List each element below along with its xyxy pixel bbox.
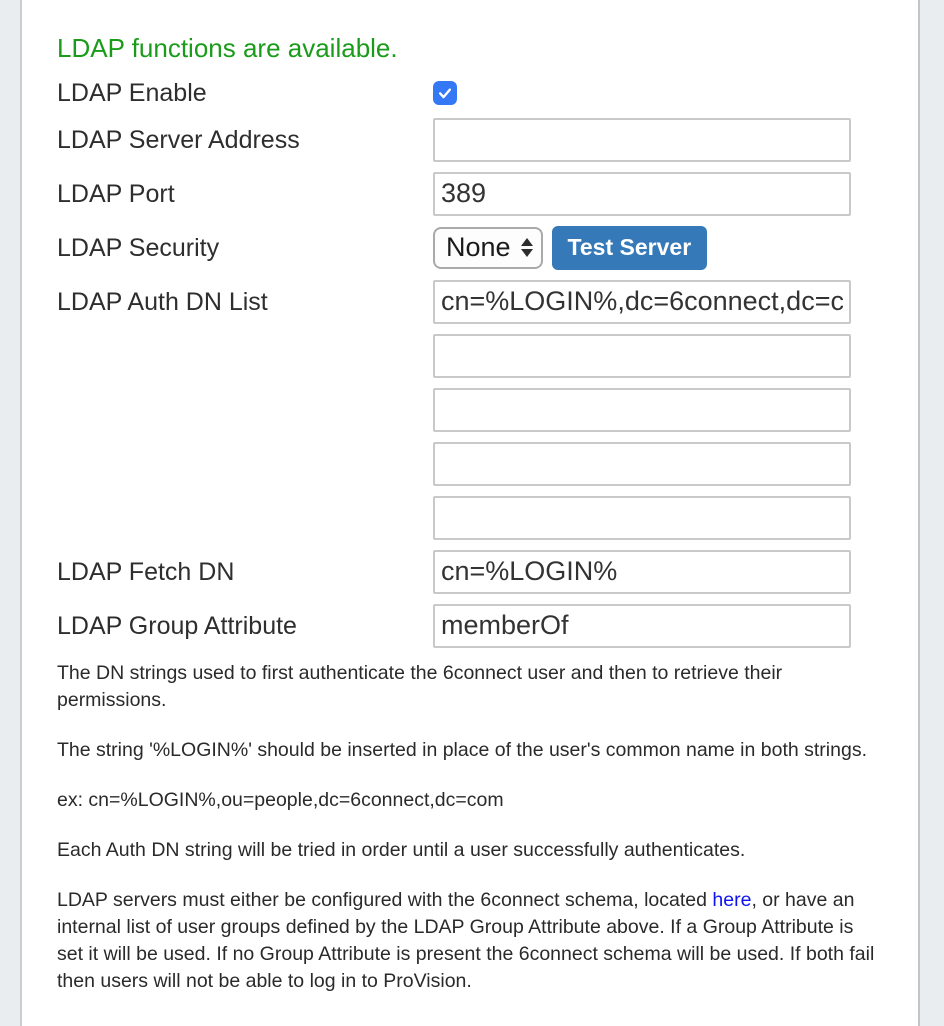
ldap-server-address-label: LDAP Server Address — [57, 125, 300, 154]
ldap-auth-dn-input-3[interactable] — [433, 388, 851, 432]
ldap-group-attribute-input[interactable] — [433, 604, 851, 648]
ldap-server-address-row — [57, 118, 876, 162]
ldap-fetch-dn-label: LDAP Fetch DN — [57, 557, 235, 586]
help-paragraph-auth-order: Each Auth DN string will be tried in order until a user successfully authenticates. — [57, 838, 746, 861]
scrollbar-gutter[interactable] — [918, 0, 944, 1026]
select-stepper-icon — [521, 238, 533, 257]
ldap-security-label: LDAP Security — [57, 233, 220, 262]
help-paragraph-dn-strings: The DN strings used to first authenticate the 6connect user and then to retrieve their permissions. — [57, 661, 783, 711]
ldap-auth-dn-input-2[interactable] — [433, 334, 851, 378]
ldap-help-text — [57, 660, 876, 995]
ldap-port-label: LDAP Port — [57, 179, 175, 208]
test-server-button[interactable]: Test Server — [552, 226, 708, 270]
ldap-port-row — [57, 172, 876, 216]
ldap-settings-panel — [22, 0, 918, 1026]
page-gutter-left — [0, 0, 22, 1026]
ldap-group-attribute-label: LDAP Group Attribute — [57, 611, 297, 640]
ldap-auth-dn-row-4 — [57, 442, 876, 486]
ldap-auth-dn-input-5[interactable] — [433, 496, 851, 540]
ldap-auth-dn-input-1[interactable] — [433, 280, 851, 324]
ldap-port-input[interactable] — [433, 172, 851, 216]
ldap-security-selected-value: None — [446, 232, 511, 263]
ldap-group-attribute-row — [57, 604, 876, 648]
ldap-auth-dn-row — [57, 280, 876, 324]
ldap-fetch-dn-row — [57, 550, 876, 594]
ldap-fetch-dn-input[interactable] — [433, 550, 851, 594]
ldap-auth-dn-row-5 — [57, 496, 876, 540]
checkmark-icon — [436, 84, 454, 102]
ldap-server-address-input[interactable] — [433, 118, 851, 162]
ldap-security-select[interactable] — [433, 227, 543, 269]
ldap-enable-label: LDAP Enable — [57, 78, 207, 107]
ldap-status-message: LDAP functions are available. — [57, 33, 398, 63]
help-paragraph-login-token: The string '%LOGIN%' should be inserted in place of the user's common name in both strings. — [57, 738, 867, 761]
ldap-enable-checkbox[interactable] — [433, 81, 457, 105]
ldap-auth-dn-row-3 — [57, 388, 876, 432]
schema-here-link[interactable]: here — [712, 888, 752, 911]
ldap-security-row — [57, 226, 876, 270]
help-paragraph-schema: LDAP servers must either be configured with the 6connect schema, located here, or have an internal list of user groups defined by the LDAP Group Attribute above. If a Group Attribute is set it will be used. If no Group Attribute is present the 6connect schema will be used. If both fail then users will not be able to log in to ProVision. — [57, 888, 875, 992]
ldap-auth-dn-label: LDAP Auth DN List — [57, 287, 268, 316]
help-paragraph-example: ex: cn=%LOGIN%,ou=people,dc=6connect,dc=com — [57, 788, 504, 811]
ldap-enable-row — [57, 78, 876, 108]
ldap-auth-dn-row-2 — [57, 334, 876, 378]
ldap-auth-dn-input-4[interactable] — [433, 442, 851, 486]
